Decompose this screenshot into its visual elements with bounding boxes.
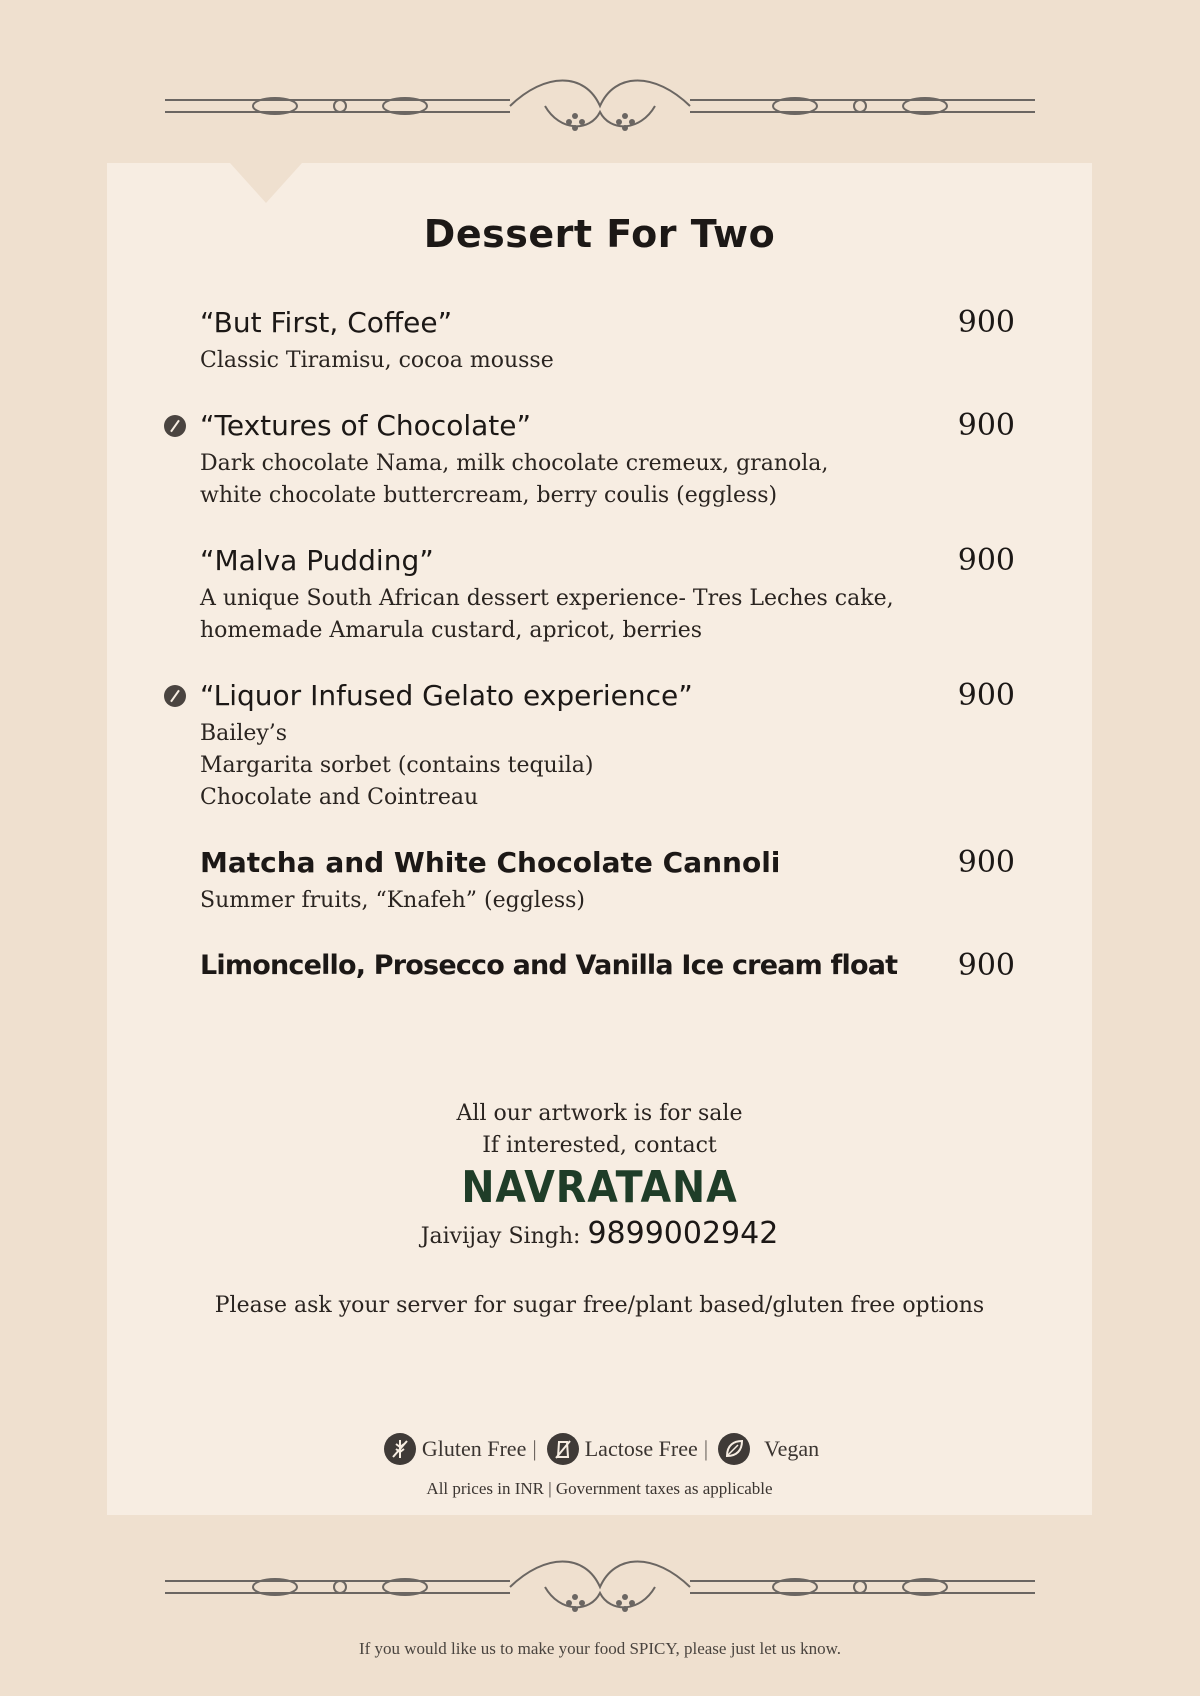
menu-item-name: Matcha and White Chocolate Cannoli — [200, 846, 781, 879]
legend-gluten-free-label: Gluten Free — [421, 1436, 527, 1461]
menu-item — [200, 301, 1015, 377]
menu-item-description: A unique South African dessert experience- Tres Leches cake, — [200, 586, 894, 611]
navratana-logo: NAVRATANA — [461, 1162, 738, 1213]
menu-item-name: “Textures of Chocolate” — [200, 409, 531, 442]
menu-item-price: 900 — [957, 305, 1015, 340]
legend-vegan-label: Vegan — [764, 1436, 820, 1461]
spicy-note: If you would like us to make your food SPICY, please just let us know. — [358, 1639, 842, 1658]
gluten-free-mark-icon — [164, 415, 186, 437]
menu-item-name: Limoncello, Prosecco and Vanilla Ice cream float — [200, 950, 898, 981]
artwork-line-2: If interested, contact — [482, 1133, 717, 1158]
menu-item-header — [200, 539, 1015, 583]
menu-item-header — [200, 404, 1015, 448]
menu-item-price: 900 — [957, 845, 1015, 880]
menu-item-description: Dark chocolate Nama, milk chocolate cremeux, granola, — [200, 451, 829, 476]
menu-item-description: white chocolate buttercream, berry coulis (eggless) — [200, 483, 778, 508]
bottom-ornament-divider — [165, 1553, 1035, 1623]
menu-item — [200, 944, 1015, 988]
contact-phone: 9899002942 — [587, 1216, 779, 1251]
menu-item-description: Classic Tiramisu, cocoa mousse — [200, 348, 554, 373]
menu-item-price: 900 — [957, 543, 1015, 578]
menu-title: Dessert For Two — [423, 212, 776, 256]
menu-item — [200, 539, 1015, 647]
menu-item-name: “Malva Pudding” — [200, 544, 434, 577]
legend-lactose-free-label: Lactose Free — [584, 1436, 698, 1461]
artwork-notice — [107, 1098, 1092, 1257]
menu-item-header — [200, 301, 1015, 345]
gluten-free-icon — [384, 1433, 416, 1465]
dietary-legend — [107, 1433, 1092, 1465]
prices-note: All prices in INR | Government taxes as applicable — [426, 1479, 773, 1498]
legend-separator: | — [703, 1436, 709, 1461]
menu-item-price: 900 — [957, 408, 1015, 443]
lactose-free-icon — [547, 1433, 579, 1465]
menu-item — [200, 404, 1015, 512]
gluten-free-mark-icon — [164, 685, 186, 707]
menu-item-header — [200, 674, 1015, 718]
legend-separator: | — [532, 1436, 537, 1461]
menu-item — [200, 674, 1015, 814]
artwork-line-1: All our artwork is for sale — [456, 1101, 743, 1126]
menu-item — [200, 841, 1015, 917]
menu-item-description: Chocolate and Cointreau — [200, 785, 479, 810]
menu-item-description: Summer fruits, “Knafeh” (eggless) — [200, 888, 585, 913]
menu-item-header — [200, 841, 1015, 885]
panel-notch — [230, 163, 302, 203]
menu-item-name: “Liquor Infused Gelato experience” — [200, 679, 693, 712]
menu-item-price: 900 — [957, 678, 1015, 713]
top-ornament-divider — [165, 72, 1035, 142]
menu-item-price: 900 — [957, 948, 1015, 983]
vegan-leaf-icon — [718, 1433, 750, 1465]
menu-item-header — [200, 944, 1015, 988]
menu-item-description: Margarita sorbet (contains tequila) — [200, 753, 594, 778]
contact-label: Jaivijay Singh: — [420, 1224, 581, 1249]
dietary-options-note: Please ask your server for sugar free/plant based/gluten free options — [214, 1293, 985, 1318]
menu-item-name: “But First, Coffee” — [200, 306, 453, 339]
menu-item-description: Bailey’s — [200, 721, 288, 746]
contact-line — [107, 1214, 1092, 1257]
menu-item-description: homemade Amarula custard, apricot, berries — [200, 618, 703, 643]
